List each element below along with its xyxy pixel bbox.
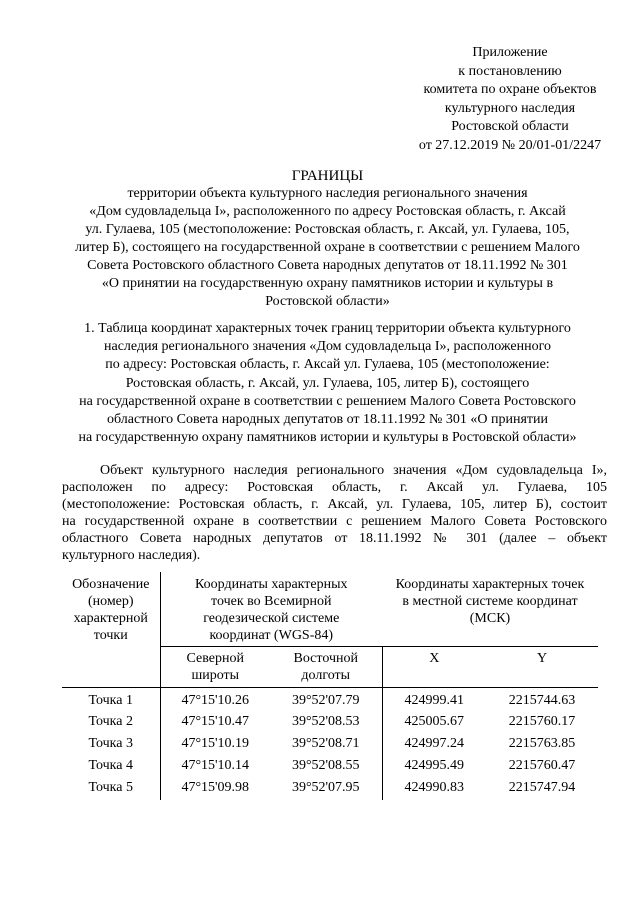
- title-line: литер Б), состоящего на государственной охране в соответствии с решением Малого: [75, 240, 580, 255]
- cell-point: Точка 4: [62, 756, 160, 778]
- cell-latitude: 47°15'10.14: [181, 758, 250, 773]
- header-east-longitude: [270, 647, 382, 688]
- header-wgs84: [160, 572, 382, 647]
- cell-x: 424995.49: [404, 758, 464, 773]
- cell-y: 2215760.17: [508, 714, 576, 729]
- cell-x: 425005.67: [404, 714, 464, 729]
- cell-latitude: 47°15'09.98: [181, 780, 250, 795]
- cell-y: 2215744.63: [508, 693, 576, 708]
- title-heading: ГРАНИЦЫ: [291, 168, 364, 184]
- header-text: Обозначение: [72, 577, 150, 592]
- section-line: на государственную охрану памятников истории и культуры в Ростовской области»: [78, 430, 577, 446]
- header-x: X: [382, 647, 486, 688]
- section-line: областного Совета народных депутатов от 18.11.1992 № 301 «О принятии: [106, 412, 548, 428]
- cell-longitude: 39°52'07.95: [270, 778, 382, 800]
- table-row: [62, 756, 598, 778]
- cell-longitude: 39°52'07.79: [270, 688, 382, 713]
- header-msk: [382, 572, 598, 647]
- table-row: [62, 712, 598, 734]
- header-text: характерной: [73, 611, 148, 626]
- header-text: точки: [93, 628, 128, 643]
- appendix-line: от 27.12.2019 № 20/01-01/2247: [418, 137, 602, 153]
- document-title: [40, 167, 615, 311]
- header-text: Северной: [186, 651, 244, 666]
- title-line: «Дом судовладельца I», расположенного по адресу Ростовская область, г. Аксай: [89, 204, 566, 219]
- header-text: широты: [191, 668, 240, 683]
- paragraph-line: на государственной охране в соответствии с решением Малого Совета Ростовского: [62, 514, 607, 529]
- cell-point: Точка 3: [62, 734, 160, 756]
- cell-latitude: 47°15'10.19: [181, 736, 250, 751]
- header-designation: [62, 572, 160, 688]
- cell-longitude: 39°52'08.55: [270, 756, 382, 778]
- appendix-line: комитета по охране объектов: [423, 82, 597, 97]
- table-header-row: [62, 572, 598, 647]
- section-line: Ростовская область, г. Аксай, ул. Гулаева, 105, литер Б), состоящего: [125, 375, 530, 391]
- title-line: «О принятии на государственную охрану памятников истории и культуры в: [101, 276, 554, 291]
- cell-longitude: 39°52'08.53: [270, 712, 382, 734]
- title-line: Ростовской области»: [265, 294, 390, 309]
- table-row: [62, 734, 598, 756]
- header-text: геодезической системе: [203, 611, 340, 626]
- paragraph-line: культурного наследия).: [62, 548, 201, 563]
- cell-point: Точка 1: [62, 688, 160, 713]
- section-line: 1. Таблица координат характерных точек границ территории объекта культурного: [84, 321, 571, 336]
- header-text: (номер): [87, 594, 134, 609]
- header-text: Восточной: [293, 651, 358, 666]
- appendix-line: Ростовской области: [451, 119, 569, 134]
- cell-latitude: 47°15'10.26: [181, 693, 250, 708]
- title-line: территории объекта культурного наследия регионального значения: [127, 186, 528, 201]
- appendix-line: культурного наследия: [444, 100, 576, 116]
- appendix-line: к постановлению: [458, 63, 562, 79]
- header-text: долготы: [301, 668, 351, 683]
- cell-point: Точка 2: [62, 712, 160, 734]
- header-north-latitude: [160, 647, 270, 688]
- paragraph-line: Объект культурного наследия регионального значения «Дом судовладельца I»,: [100, 463, 607, 478]
- appendix-block: [380, 44, 640, 155]
- section-line: по адресу: Ростовская область, г. Аксай ул. Гулаева, 105 (местоположение:: [105, 357, 550, 373]
- title-line: Совета Ростовского областного Совета народных депутатов от 18.11.1992 № 301: [87, 258, 568, 273]
- section-line: наследия регионального значения «Дом судовладельца I», расположенного: [104, 339, 551, 355]
- header-y: Y: [486, 647, 598, 688]
- cell-point: Точка 5: [62, 778, 160, 800]
- header-text: координат (WGS-84): [209, 628, 334, 643]
- cell-y: 2215760.47: [508, 758, 576, 773]
- object-description-paragraph: [62, 462, 607, 564]
- paragraph-line: областного Совета народных депутатов от 18.11.1992 № 301 (далее – объект: [62, 531, 607, 546]
- cell-x: 424999.41: [404, 693, 464, 708]
- cell-y: 2215763.85: [508, 736, 576, 751]
- cell-latitude: 47°15'10.47: [181, 714, 250, 729]
- header-text: Координаты характерных: [194, 577, 348, 592]
- paragraph-line: расположен по адресу: Ростовская область, г. Аксай ул. Гулаева, 105: [62, 480, 607, 495]
- header-text: в местной системе координат: [402, 594, 578, 609]
- paragraph-line: (местоположение: Ростовская область, г. Аксай, ул. Гулаева, 105, литер Б), состоит: [62, 497, 607, 512]
- coordinates-table: [62, 572, 598, 800]
- cell-x: 424997.24: [404, 736, 464, 751]
- title-line: ул. Гулаева, 105 (местоположение: Ростовская область, г. Аксай, ул. Гулаева, 105,: [85, 222, 570, 237]
- section-line: на государственной охране в соответствии с решением Малого Совета Ростовского: [79, 393, 576, 409]
- cell-x: 424990.83: [404, 780, 464, 795]
- cell-y: 2215747.94: [508, 780, 576, 795]
- cell-longitude: 39°52'08.71: [270, 734, 382, 756]
- header-text: точек во Всемирной: [211, 594, 332, 609]
- table-row: [62, 778, 598, 800]
- header-text: Координаты характерных точек: [395, 577, 585, 592]
- appendix-line: Приложение: [472, 45, 548, 60]
- section-1-heading: [40, 320, 615, 447]
- table-row: [62, 688, 598, 713]
- header-text: (МСК): [469, 611, 511, 626]
